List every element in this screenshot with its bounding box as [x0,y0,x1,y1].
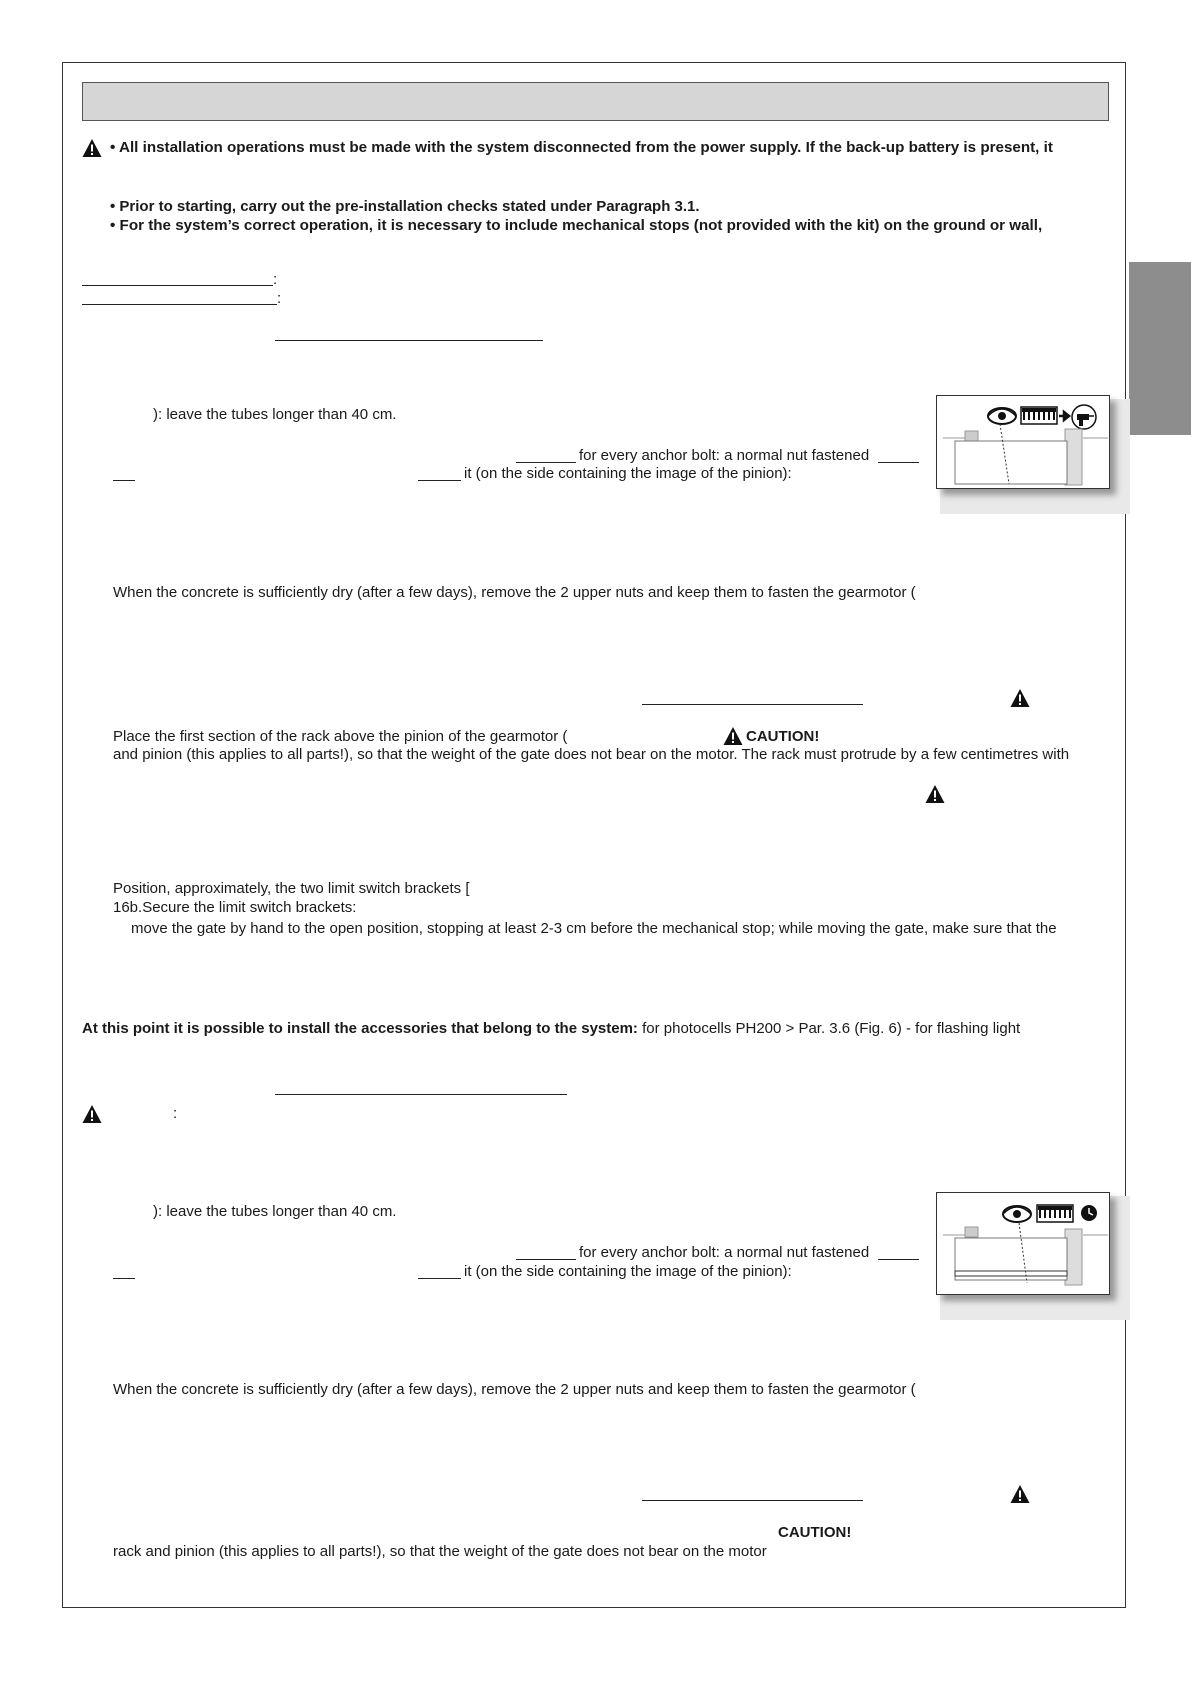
pinion-side-text: it (on the side containing the image of the pinion): [464,1263,792,1280]
warning-triangle-icon [723,726,743,746]
caution-label: CAUTION! [746,728,820,745]
underline [82,285,273,286]
rack-pinion-text: and pinion (this applies to all parts!), so that the weight of the gate does not bear on the motor. The rack must protrude by a few centimetres with [113,746,1070,763]
underline [113,480,135,481]
warning-triangle-icon [82,1104,102,1124]
tubes-note: ): leave the tubes longer than 40 cm. [153,406,397,423]
section-heading-underline [642,1500,863,1501]
limit-switch-position-text: Position, approximately, the two limit switch brackets [ [113,880,470,897]
eye-icon [1003,1206,1031,1222]
pinion-side-text: it (on the side containing the image of the pinion): [464,465,792,482]
underline [418,480,461,481]
anchor-bolt-text: for every anchor bolt: a normal nut fastened [579,1244,870,1261]
rack-icon [1021,407,1057,424]
drill-icon [1072,405,1096,429]
underline [418,1278,461,1279]
warning-triangle-icon [925,784,945,804]
rack-icon [1037,1205,1073,1222]
colon: : [273,271,278,288]
section-header-band [82,82,1109,121]
underline [113,1278,135,1279]
tubes-note: ): leave the tubes longer than 40 cm. [153,1203,397,1220]
anchor-bolt-text: for every anchor bolt: a normal nut fastened [579,447,870,464]
section-heading-underline [642,704,863,705]
warning-triangle-icon [1010,688,1030,708]
rack-placement-text: Place the first section of the rack above the pinion of the gearmotor ( [113,728,568,745]
accessories-bold: At this point it is possible to install the accessories that belong to the system: [82,1020,638,1037]
underline [878,462,919,463]
accessories-rest: for photocells PH200 > Par. 3.6 (Fig. 6) - for flashing light [637,1020,1021,1037]
page-frame [62,62,1126,1608]
underline [516,1259,576,1260]
side-language-tab [1129,262,1191,435]
eye-icon [988,408,1016,424]
figure-installation-2 [936,1192,1110,1295]
colon: : [277,290,282,307]
concrete-dry-text: When the concrete is sufficiently dry (after a few days), remove the 2 upper nuts and keep them to fasten the gearmotor ( [113,1381,916,1398]
warning-triangle-icon [82,138,102,158]
underline [82,304,277,305]
section-heading-underline [275,1094,567,1095]
colon: : [173,1105,178,1122]
limit-switch-secure-text: 16b.Secure the limit switch brackets: [113,899,357,916]
underline [878,1259,919,1260]
arrow-right-icon [1059,412,1069,420]
underline [516,462,576,463]
warning-triangle-icon [1010,1484,1030,1504]
section-heading-underline [275,340,543,341]
accessories-text [82,1020,1020,1038]
figure-installation-1 [936,395,1110,489]
bullet-pre-installation: • Prior to starting, carry out the pre-installation checks stated under Paragraph 3.1. [110,198,700,215]
caution-label: CAUTION! [778,1524,852,1541]
concrete-dry-text: When the concrete is sufficiently dry (after a few days), remove the 2 upper nuts and keep them to fasten the gearmotor ( [113,584,916,601]
clock-icon [1081,1205,1097,1221]
warning-power-supply: • All installation operations must be made with the system disconnected from the power supply. If the back-up battery is present, it [110,139,1053,156]
rack-pinion-text: rack and pinion (this applies to all parts!), so that the weight of the gate does not bear on the motor [113,1543,767,1560]
limit-switch-move-text: move the gate by hand to the open position, stopping at least 2-3 cm before the mechanical stop; while moving the gate, make sure that the [131,920,1057,937]
bullet-mechanical-stops: • For the system’s correct operation, it is necessary to include mechanical stops (not provided with the kit) on the ground or wall, [110,217,1043,234]
